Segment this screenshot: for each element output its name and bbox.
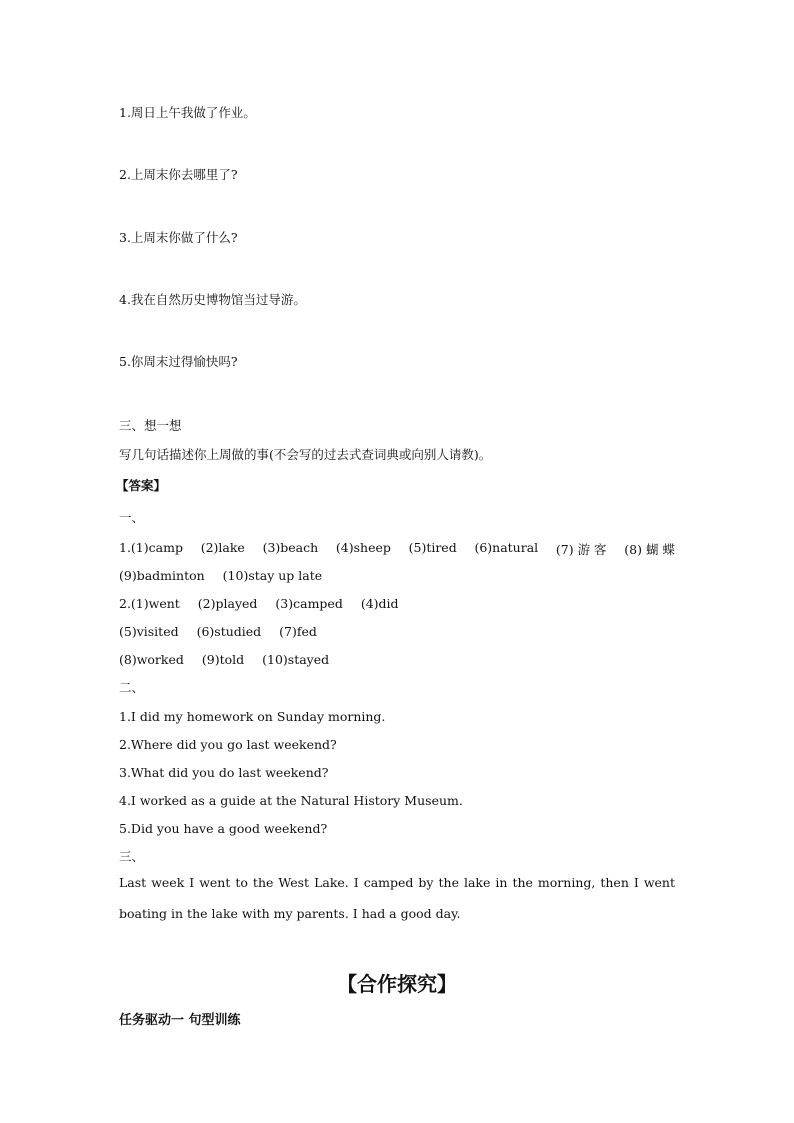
answers-part1-row1	[119, 540, 675, 558]
answers-part2-1: 1.I did my homework on Sunday morning.	[119, 709, 386, 724]
answer-item: (8) 蝴 蝶	[624, 542, 675, 557]
answer-item: (2)lake	[200, 540, 245, 555]
answer-item: 1.(1)camp	[119, 540, 183, 555]
answer-item: (3)beach	[262, 540, 319, 555]
question-4: 4.我在自然历史博物馆当过导游。	[119, 292, 306, 307]
question-2: 2.上周末你去哪里了?	[119, 167, 238, 182]
answers-part1-row4	[119, 624, 331, 639]
answers-part3-paragraph: Last week I went to the West Lake. I camped by the lake in the morning, then I went boating in the lake with my parents. I had a good day.	[119, 875, 675, 921]
answer-item: (9)badminton	[119, 568, 205, 583]
answers-part1-label: 一、	[119, 510, 145, 525]
answer-item: (7)fed	[279, 624, 317, 639]
section3-instruction: 写几句话描述你上周做的事(不会写的过去式查词典或向别人请教)。	[119, 447, 492, 462]
answer-item: (9)told	[201, 652, 245, 667]
answer-label: 【答案】	[116, 478, 167, 493]
answers-part2-2: 2.Where did you go last weekend?	[119, 737, 337, 752]
answer-item: 2.(1)went	[119, 596, 180, 611]
answers-part2-3: 3.What did you do last weekend?	[119, 765, 329, 780]
answers-part1-row2	[119, 568, 336, 583]
answer-item: (5)tired	[408, 540, 457, 555]
answer-item: (3)camped	[275, 596, 343, 611]
answer-item: (7) 游 客	[555, 542, 607, 557]
cooperation-heading: 【合作探究】	[337, 972, 457, 996]
answer-item: (6)natural	[474, 540, 539, 555]
question-5: 5.你周末过得愉快吗?	[119, 354, 238, 369]
question-3: 3.上周末你做了什么?	[119, 230, 238, 245]
answer-item: (6)studied	[196, 624, 262, 639]
answer-item: (10)stayed	[262, 652, 330, 667]
answer-item: (5)visited	[119, 624, 179, 639]
task-title: 任务驱动一 句型训练	[119, 1013, 241, 1028]
answer-item: (4)did	[360, 596, 399, 611]
answer-item: (2)played	[197, 596, 258, 611]
answer-item: (8)worked	[119, 652, 184, 667]
answers-part1-row3	[119, 596, 413, 611]
answers-part2-4: 4.I worked as a guide at the Natural History Museum.	[119, 793, 463, 808]
section3-title: 三、想一想	[119, 418, 182, 433]
question-1: 1.周日上午我做了作业。	[119, 105, 256, 120]
answers-part3-label: 三、	[119, 849, 145, 864]
answers-part2-label: 二、	[119, 680, 145, 695]
answers-part1-row5	[119, 652, 343, 667]
answer-item: (4)sheep	[335, 540, 391, 555]
answer-item: (10)stay up late	[222, 568, 323, 583]
answers-part2-5: 5.Did you have a good weekend?	[119, 821, 328, 836]
